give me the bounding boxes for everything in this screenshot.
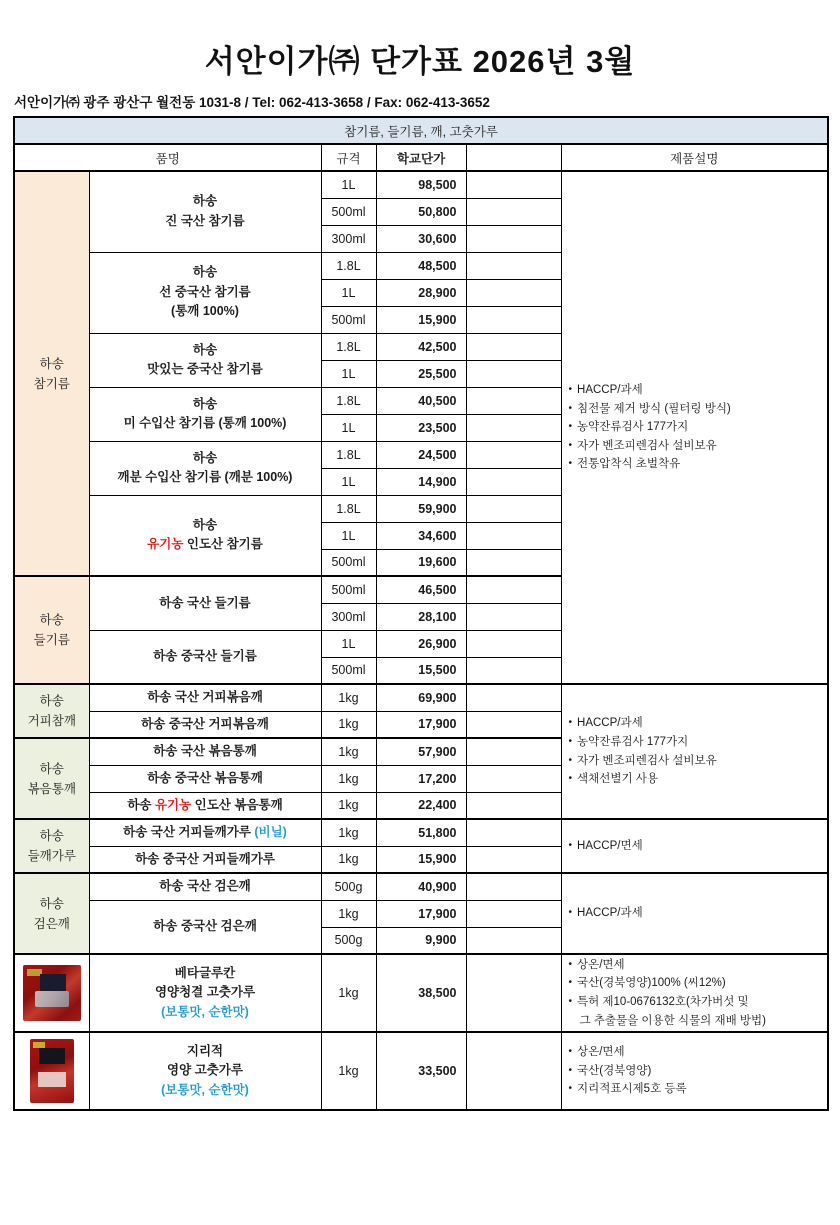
empty-cell	[466, 630, 561, 657]
product-name-cell: 하송 선 중국산 참기름 (통깨 100%)	[89, 252, 321, 333]
product-name-cell: 하송 깨분 수입산 참기름 (깨분 100%)	[89, 441, 321, 495]
category-cell: 하송 볶음통깨	[14, 738, 89, 819]
spec-cell: 1kg	[321, 954, 376, 1032]
empty-cell	[466, 522, 561, 549]
product-name-cell: 하송 국산 볶음통깨	[89, 738, 321, 765]
spec-cell: 1kg	[321, 684, 376, 711]
price-cell: 15,900	[376, 306, 466, 333]
empty-cell	[466, 711, 561, 738]
table-row	[14, 684, 828, 711]
organic-label: 유기농	[154, 797, 192, 812]
category-cell: 하송 거피참깨	[14, 684, 89, 738]
empty-cell	[466, 387, 561, 414]
empty-cell	[466, 198, 561, 225]
package-shine	[35, 991, 69, 1007]
price-cell: 33,500	[376, 1032, 466, 1110]
category-cell: 하송 들깨가루	[14, 819, 89, 873]
product-name-cell: 하송 유기농 인도산 볶음통깨	[89, 792, 321, 819]
description-cell: • 상온/면세 • 국산(경북영양)100% (씨12%) • 특허 제10-0676132호(차가버섯 및 그 추출물을 이용한 식물의 재배 방법)	[561, 954, 828, 1032]
spec-cell: 1kg	[321, 819, 376, 846]
header-price: 학교단가	[376, 144, 466, 171]
empty-cell	[466, 549, 561, 576]
empty-cell	[466, 306, 561, 333]
price-cell: 34,600	[376, 522, 466, 549]
empty-cell	[466, 792, 561, 819]
category-cell: 하송 검은깨	[14, 873, 89, 954]
product-name-cell: 하송 중국산 검은깨	[89, 900, 321, 954]
flavor-label: (보통맛, 순한맛)	[161, 1004, 249, 1019]
spec-cell: 1kg	[321, 900, 376, 927]
empty-cell	[466, 846, 561, 873]
empty-cell	[466, 468, 561, 495]
empty-cell	[466, 360, 561, 387]
empty-cell	[466, 279, 561, 306]
price-cell: 98,500	[376, 171, 466, 198]
flavor-label: (보통맛, 순한맛)	[161, 1082, 249, 1097]
company-address: 서안이가㈜ 광주 광산구 월전동 1031-8 / Tel: 062-413-3658 / Fax: 062-413-3652	[14, 95, 490, 110]
product-photo	[14, 1032, 89, 1110]
organic-label: 유기농	[147, 537, 184, 552]
header-spec: 규격	[321, 144, 376, 171]
empty-cell	[466, 954, 561, 1032]
product-name-cell: 하송 국산 들기름	[89, 576, 321, 630]
package-label	[40, 974, 66, 991]
spec-cell: 1L	[321, 414, 376, 441]
price-cell: 22,400	[376, 792, 466, 819]
product-name-cell: 하송 유기농 인도산 참기름	[89, 495, 321, 576]
price-cell: 40,900	[376, 873, 466, 900]
price-cell: 23,500	[376, 414, 466, 441]
empty-cell	[466, 441, 561, 468]
price-cell: 25,500	[376, 360, 466, 387]
product-name-cell: 지리적 영양 고춧가루 (보통맛, 순한맛)	[89, 1032, 321, 1110]
price-cell: 38,500	[376, 954, 466, 1032]
spec-cell: 1kg	[321, 792, 376, 819]
price-cell: 48,500	[376, 252, 466, 279]
price-cell: 57,900	[376, 738, 466, 765]
spec-cell: 1L	[321, 171, 376, 198]
spec-cell: 500ml	[321, 657, 376, 684]
price-cell: 26,900	[376, 630, 466, 657]
spec-cell: 1.8L	[321, 387, 376, 414]
package-label-bottom	[38, 1072, 66, 1087]
spec-cell: 1kg	[321, 711, 376, 738]
empty-cell	[466, 252, 561, 279]
product-name-cell: 하송 국산 거피볶음깨	[89, 684, 321, 711]
spec-cell: 500ml	[321, 549, 376, 576]
price-cell: 59,900	[376, 495, 466, 522]
product-name-cell: 하송 진 국산 참기름	[89, 171, 321, 252]
table-row	[14, 954, 828, 1032]
price-cell: 28,100	[376, 603, 466, 630]
price-cell: 15,900	[376, 846, 466, 873]
price-cell: 17,900	[376, 711, 466, 738]
price-cell: 17,200	[376, 765, 466, 792]
empty-cell	[466, 738, 561, 765]
spec-cell: 300ml	[321, 603, 376, 630]
price-cell: 51,800	[376, 819, 466, 846]
product-name-cell: 하송 맛있는 중국산 참기름	[89, 333, 321, 387]
spec-cell: 1kg	[321, 1032, 376, 1110]
table-row	[14, 171, 828, 198]
spec-cell: 1.8L	[321, 495, 376, 522]
price-cell: 42,500	[376, 333, 466, 360]
product-name-cell: 하송 중국산 볶음통깨	[89, 765, 321, 792]
spec-cell: 1.8L	[321, 333, 376, 360]
product-name-cell: 하송 중국산 거피들깨가루	[89, 846, 321, 873]
red-pepper-package-photo	[23, 965, 81, 1021]
spec-cell: 1L	[321, 279, 376, 306]
product-name-cell: 하송 미 수입산 참기름 (통깨 100%)	[89, 387, 321, 441]
category-cell: 하송 참기름	[14, 171, 89, 576]
spec-cell: 500ml	[321, 306, 376, 333]
product-photo	[14, 954, 89, 1032]
category-banner: 참기름, 들기름, 깨, 고춧가루	[14, 117, 828, 144]
empty-cell	[466, 657, 561, 684]
price-cell: 9,900	[376, 927, 466, 954]
description-cell: • HACCP/과세 • 침전물 제거 방식 (필터링 방식) • 농약잔류검사 177가지 • 자가 벤조피렌검사 설비보유 • 전통압착식 초벌착유	[561, 171, 828, 684]
category-cell: 하송 들기름	[14, 576, 89, 684]
spec-cell: 1kg	[321, 765, 376, 792]
table-row	[14, 144, 828, 171]
vinyl-label: (비닐)	[254, 825, 287, 840]
empty-cell	[466, 684, 561, 711]
price-cell: 17,900	[376, 900, 466, 927]
product-name-cell: 베타글루칸 영양청결 고춧가루 (보통맛, 순한맛)	[89, 954, 321, 1032]
price-cell: 30,600	[376, 225, 466, 252]
spec-cell: 1L	[321, 468, 376, 495]
spec-cell: 1L	[321, 360, 376, 387]
price-cell: 28,900	[376, 279, 466, 306]
price-cell: 19,600	[376, 549, 466, 576]
description-cell: • HACCP/과세	[561, 873, 828, 954]
header-product-name: 품명	[14, 144, 321, 171]
red-pepper-package-photo	[30, 1039, 74, 1103]
spec-cell: 1kg	[321, 738, 376, 765]
product-name-cell: 하송 중국산 거피볶음깨	[89, 711, 321, 738]
product-name-cell: 하송 중국산 들기름	[89, 630, 321, 684]
price-cell: 50,800	[376, 198, 466, 225]
page-title: 서안이가㈜ 단가표 2026년 3월	[204, 44, 636, 79]
price-cell: 40,500	[376, 387, 466, 414]
empty-cell	[466, 765, 561, 792]
table-row	[14, 819, 828, 846]
empty-cell	[466, 1032, 561, 1110]
empty-cell	[466, 171, 561, 198]
product-name-cell: 하송 국산 거피들깨가루 (비닐)	[89, 819, 321, 846]
empty-cell	[466, 576, 561, 603]
spec-cell: 1L	[321, 630, 376, 657]
price-cell: 24,500	[376, 441, 466, 468]
spec-cell: 500ml	[321, 198, 376, 225]
empty-cell	[466, 333, 561, 360]
spec-cell: 1.8L	[321, 252, 376, 279]
header-description: 제품설명	[561, 144, 828, 171]
empty-cell	[466, 900, 561, 927]
spec-cell: 500ml	[321, 576, 376, 603]
header-empty	[466, 144, 561, 171]
package-label	[39, 1048, 65, 1064]
table-row	[14, 117, 828, 144]
table-row	[14, 1032, 828, 1110]
spec-cell: 300ml	[321, 225, 376, 252]
spec-cell: 500g	[321, 873, 376, 900]
spec-cell: 1L	[321, 522, 376, 549]
spec-cell: 1kg	[321, 846, 376, 873]
product-name-cell: 하송 국산 검은깨	[89, 873, 321, 900]
price-table	[13, 116, 829, 1111]
spec-cell: 1.8L	[321, 441, 376, 468]
description-cell: • HACCP/과세 • 농약잔류검사 177가지 • 자가 벤조피렌검사 설비보유 • 색채선별기 사용	[561, 684, 828, 819]
table-row	[14, 873, 828, 900]
description-cell: • 상온/면세 • 국산(경북영양) • 지리적표시제5호 등록	[561, 1032, 828, 1110]
empty-cell	[466, 414, 561, 441]
empty-cell	[466, 225, 561, 252]
spec-cell: 500g	[321, 927, 376, 954]
price-cell: 46,500	[376, 576, 466, 603]
price-cell: 15,500	[376, 657, 466, 684]
empty-cell	[466, 603, 561, 630]
empty-cell	[466, 819, 561, 846]
empty-cell	[466, 495, 561, 522]
price-cell: 69,900	[376, 684, 466, 711]
description-cell: • HACCP/면세	[561, 819, 828, 873]
price-cell: 14,900	[376, 468, 466, 495]
empty-cell	[466, 873, 561, 900]
empty-cell	[466, 927, 561, 954]
